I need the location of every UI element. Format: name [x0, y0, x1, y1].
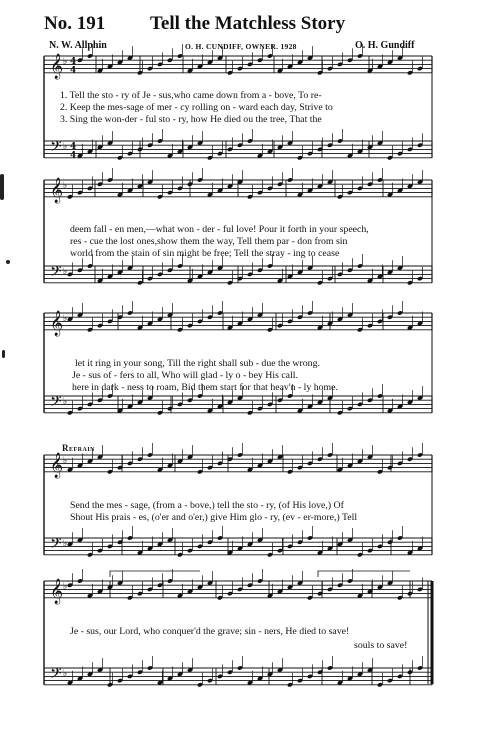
hymn-number: No. 191 — [44, 13, 106, 34]
lyric-line: Shout His prais - es, (o'er and o'er,) give Him glo - ry, (ev - er-more,) Tell — [70, 512, 358, 523]
flat-icon: ♭ — [63, 181, 68, 191]
lyric-line: 2. Keep the mes-sage of mer - cy rolling on - ward each day, Strive to — [60, 102, 333, 113]
ending-bracket — [318, 571, 410, 577]
lyric-line: res - cue the lost ones,show them the way, Tell them par - don from sin — [70, 236, 348, 247]
bass-clef-icon: 𝄢 — [50, 263, 62, 284]
treble-clef-icon: 𝄞 — [50, 579, 64, 604]
time-signature: 4 — [70, 66, 77, 76]
lyric-line: here in dark - ness to roam, Bid them start for that heav'n - ly home. — [72, 382, 338, 393]
lyric-line: souls to save! — [354, 640, 408, 651]
treble-clef-icon: 𝄞 — [50, 311, 64, 336]
ending-bracket — [110, 571, 200, 577]
lyric-line: Je - sus, our Lord, who conquer'd the grave; sin - ners, He died to save! — [70, 626, 350, 637]
flat-icon: ♭ — [63, 456, 68, 466]
lyric-line: deem fall - en men,—what won - der - ful love! Pour it forth in your speech, — [70, 224, 369, 235]
treble-clef-icon: 𝄞 — [50, 453, 64, 478]
bass-clef-icon: 𝄢 — [50, 535, 62, 556]
treble-clef-icon: 𝄞 — [50, 54, 64, 79]
flat-icon: ♭ — [63, 57, 68, 67]
scan-smudge — [0, 174, 4, 200]
flat-icon: ♭ — [63, 314, 68, 324]
bass-clef-icon: 𝄢 — [50, 665, 62, 686]
lyric-line: Je - sus of - fers to all, Who will glad - ly o - bey His call. — [72, 370, 298, 381]
flat-icon: ♭ — [63, 539, 68, 549]
flat-icon: ♭ — [63, 142, 68, 152]
lyric-line: let it ring in your song, Till the right shall sub - due the wrong. — [75, 358, 320, 369]
bass-clef-icon: 𝄢 — [50, 138, 62, 159]
treble-clef-icon: 𝄞 — [50, 178, 64, 203]
flat-icon: ♭ — [63, 267, 68, 277]
lyric-line: Send the mes - sage, (from a - bove,) tell the sto - ry, (of His love,) Of — [70, 500, 344, 511]
flat-icon: ♭ — [63, 582, 68, 592]
flat-icon: ♭ — [63, 669, 68, 679]
flat-icon: ♭ — [63, 397, 68, 407]
lyric-line: 3. Sing the won-der - ful sto - ry, how He died ou the tree, That the — [60, 114, 322, 125]
hymn-title: Tell the Matchless Story — [150, 13, 346, 34]
time-signature: 4 — [70, 142, 77, 152]
lyric-line: world from the stain of sin might be free; Tell the stray - ing to cease — [70, 248, 340, 259]
scan-smudge — [2, 350, 5, 358]
copyright-notice: O. H. CUNDIFF, OWNER. 1928 — [185, 42, 297, 51]
refrain-label: Refrain — [62, 443, 96, 453]
lyricist: N. W. Allphin — [49, 40, 107, 51]
lyric-line: 1. Tell the sto - ry of Je - sus,who came down from a - bove, To re- — [60, 90, 322, 101]
time-signature: 4 — [70, 151, 77, 161]
composer: O. H. Gundiff — [355, 40, 415, 51]
scan-smudge — [6, 260, 10, 264]
time-signature: 4 — [70, 57, 77, 67]
bass-clef-icon: 𝄢 — [50, 393, 62, 414]
